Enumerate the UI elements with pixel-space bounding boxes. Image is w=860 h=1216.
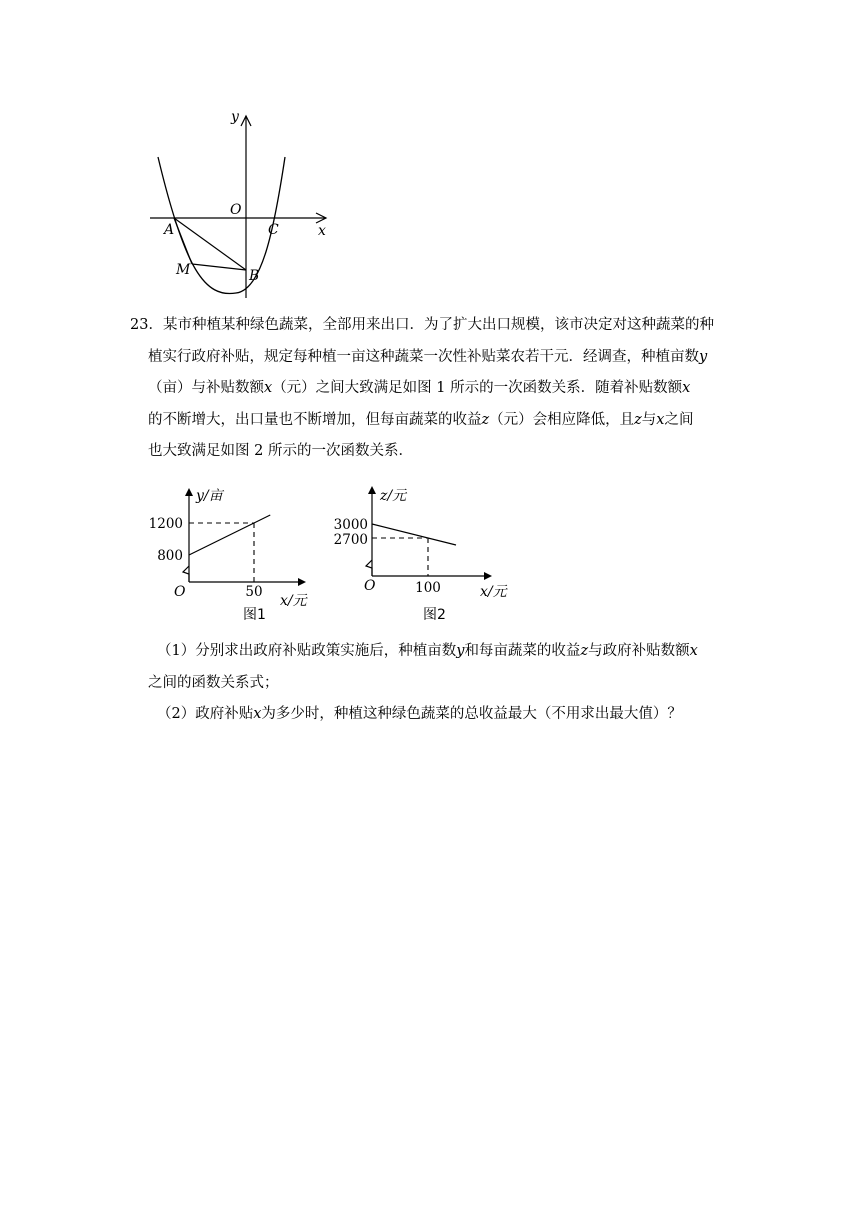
fig1-tick-x-50: 50 <box>245 584 263 600</box>
fig2-xlabel: x/元 <box>480 584 507 600</box>
math-var: x <box>689 643 698 659</box>
problem-text: 植实行政府补贴，规定每种植一亩这种蔬菜一次性补贴菜农若干元．经调查，种植亩数 <box>148 348 699 365</box>
fig2-axis-break <box>366 560 372 576</box>
fig1-tick-y-800: 800 <box>157 548 183 564</box>
figure-2 <box>334 486 509 620</box>
question-text: 和每亩蔬菜的收益 <box>464 643 581 659</box>
figure-1 <box>149 488 309 620</box>
fig1-ylabel: y/亩 <box>196 488 223 504</box>
problem-number: 23． <box>130 317 163 333</box>
fig1-y-arrow <box>185 488 193 496</box>
math-var: y <box>699 348 708 365</box>
problem-text: 某市种植某种绿色蔬菜，全部用来出口．为了扩大出口规模，该市决定对这种蔬菜的种 <box>162 317 714 333</box>
origin-label: O <box>230 202 242 218</box>
math-var: x <box>253 706 262 722</box>
x-axis-label: x <box>318 223 326 239</box>
math-var: z <box>580 643 589 659</box>
problem-text: （元）之间大致满足如图 1 所示的一次函数关系．随着补贴数额 <box>272 380 683 396</box>
math-var: z <box>634 411 642 428</box>
point-m-label: M <box>176 262 191 278</box>
question-text: （2）政府补贴 <box>157 706 254 722</box>
math-var: z <box>481 411 490 428</box>
fig1-xlabel: x/元 <box>280 593 307 609</box>
question-text: 与政府补贴数额 <box>588 643 690 659</box>
question-2 <box>130 699 770 731</box>
question-1-line-1 <box>130 636 770 668</box>
fig2-caption: 图2 <box>423 607 446 620</box>
fig1-x-arrow <box>298 578 306 586</box>
fig2-tick-y-2700: 2700 <box>333 532 368 548</box>
math-var: x <box>656 411 665 428</box>
fig2-ylabel: z/元 <box>380 488 407 504</box>
problem-text: （元）会相应降低，且 <box>489 411 635 428</box>
fig2-x-arrow <box>484 572 492 580</box>
math-var: x <box>264 380 273 396</box>
problem-text: 的不断增大，出口量也不断增加，但每亩蔬菜的收益 <box>148 411 482 428</box>
fig1-tick-y-1200: 1200 <box>148 516 183 532</box>
question-text: 之间的函数关系式； <box>148 674 279 691</box>
math-var: y <box>456 643 465 659</box>
point-c-label: C <box>268 222 279 238</box>
problem-text: （亩）与补贴数额 <box>148 380 264 396</box>
question-1-line-2 <box>130 668 770 700</box>
fig2-origin: O <box>364 578 376 594</box>
fig2-function-line <box>372 524 456 545</box>
problem-text: 也大致满足如图 2 所示的一次函数关系． <box>148 443 413 459</box>
problem-text: 与 <box>641 411 657 428</box>
fig1-caption: 图1 <box>243 607 266 620</box>
point-b-label: B <box>249 268 260 284</box>
question-text: 为多少时，种植这种绿色蔬菜的总收益最大（不用求出最大值）？ <box>261 706 682 722</box>
fig2-tick-y-3000: 3000 <box>333 517 368 533</box>
problem-text: 之间 <box>664 411 694 428</box>
math-var: x <box>682 380 691 396</box>
fig1-axis-break <box>183 566 189 582</box>
y-axis-label: y <box>231 109 239 125</box>
question-text: （1）分别求出政府补贴政策实施后，种植亩数 <box>157 643 457 659</box>
fig2-y-arrow <box>368 486 376 494</box>
question-2-line <box>130 699 770 731</box>
point-a-label: A <box>164 222 175 238</box>
fig1-function-line <box>189 515 270 555</box>
fig2-tick-x-100: 100 <box>415 580 441 596</box>
fig1-origin: O <box>174 584 186 600</box>
question-1 <box>130 636 770 699</box>
